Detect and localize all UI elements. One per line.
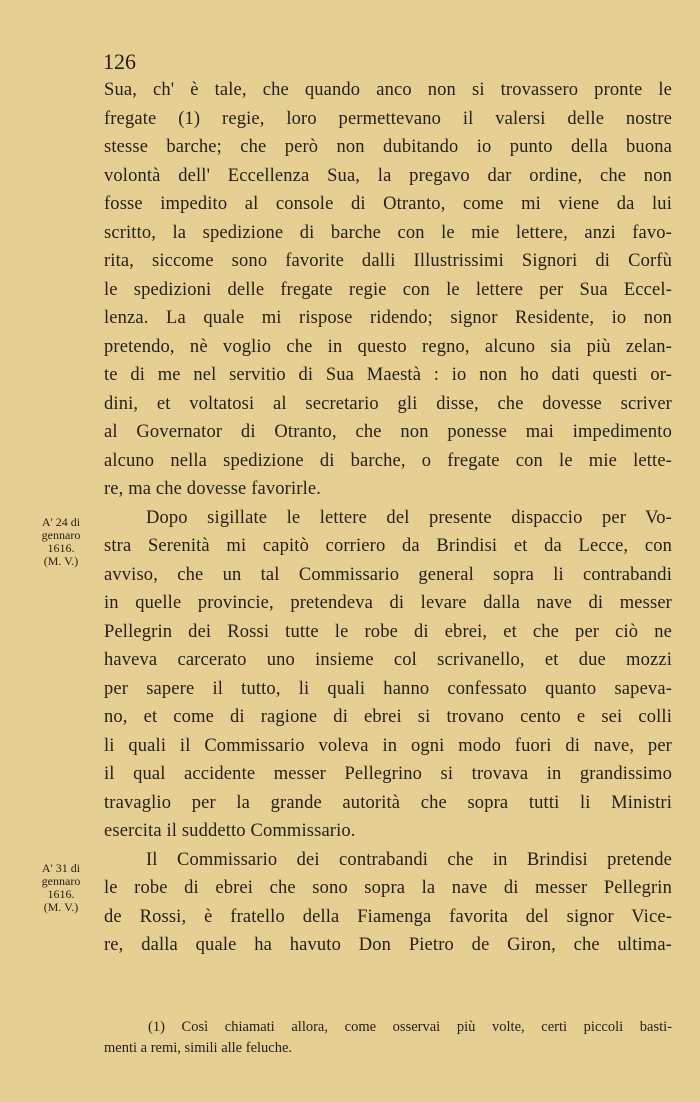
text-line: scritto, la spedizione di barche con le mie lettere, anzi favo- [104, 222, 672, 243]
margin-note-line: (M. V.) [43, 554, 79, 568]
text-line: li quali il Commissario voleva in ogni modo fuori di nave, per [104, 735, 672, 756]
text-line: le spedizioni delle fregate regie con le lettere per Sua Eccel- [104, 279, 672, 300]
text-line: stra Serenità mi capitò corriero da Brindisi et da Lecce, con [104, 536, 672, 556]
text-line: Dopo sigillate le lettere del presente dispaccio per Vo- [146, 507, 672, 528]
text-line: rita, siccome sono favorite dalli Illustrissimi Signori di Corfù [104, 251, 672, 271]
text-line: alcuno nella spedizione di barche, o fregate con le mie lette- [104, 450, 672, 471]
text-line: haveva carcerato uno insieme col scrivanello, et due mozzi [104, 650, 672, 670]
text-line: fosse impedito al console di Otranto, come mi viene da lui [104, 194, 672, 214]
main-text [104, 76, 672, 960]
text-line: in quelle provincie, pretendeva di levare dalla nave di messer [104, 593, 672, 613]
text-line: per sapere il tutto, li quali hanno confessato quanto sapeva- [104, 678, 672, 699]
margin-note-line: 1616. [47, 541, 75, 555]
text-line: le robe di ebrei che sono sopra la nave di messer Pellegrin [104, 878, 672, 898]
text-line: fregate (1) regie, loro permettevano il valersi delle nostre [104, 108, 672, 129]
margin-note-date [30, 862, 92, 914]
text-line: Il Commissario dei contrabandi che in Brindisi pretende [146, 849, 672, 870]
footnote-line: (1) Così chiamati allora, come osservai più volte, certi piccoli basti- [148, 1019, 672, 1035]
text-line: esercita il suddetto Commissario. [104, 821, 356, 841]
text-line: stesse barche; che però non dubitando io punto della buona [104, 137, 672, 157]
footnote-line: menti a remi, simili alle feluche. [104, 1040, 293, 1056]
margin-note-line: gennaro [41, 874, 81, 888]
text-line: dini, et voltatosi al secretario gli disse, che dovesse scriver [104, 393, 672, 414]
margin-note-line: 1616. [47, 887, 75, 901]
footnote [104, 1017, 672, 1059]
margin-note-line: (M. V.) [43, 900, 79, 914]
text-line: re, dalla quale ha havuto Don Pietro de Giron, che ultima- [104, 935, 672, 955]
margin-note-line: gennaro [41, 528, 81, 542]
margin-note-date [30, 516, 92, 568]
text-line: volontà dell' Eccellenza Sua, la pregavo dar ordine, che non [104, 165, 672, 186]
text-line: al Governator di Otranto, che non ponesse mai impedimento [104, 422, 672, 442]
text-line: te di me nel servitio di Sua Maestà : io non ho dati questi or- [104, 365, 672, 385]
text-line: pretendo, nè voglio che in questo regno, alcuno sia più zelan- [104, 336, 672, 357]
page-number: 126 [103, 49, 136, 74]
text-line: lenza. La quale mi rispose ridendo; signor Residente, io non [104, 308, 672, 328]
text-line: avviso, che un tal Commissario general sopra li contrabandi [104, 564, 672, 585]
text-line: no, et come di ragione di ebrei si trovano cento e sei colli [104, 707, 672, 727]
text-line: re, ma che dovesse favorirle. [104, 479, 322, 499]
text-line: il qual accidente messer Pellegrino si trovava in grandissimo [104, 764, 672, 784]
text-line: de Rossi, è fratello della Fiamenga favorita del signor Vice- [104, 906, 672, 927]
margin-note-line: A' 31 di [41, 861, 81, 875]
text-line: travaglio per la grande autorità che sopra tutti li Ministri [104, 792, 672, 813]
text-line: Pellegrin dei Rossi tutte le robe di ebrei, et che per ciò ne [104, 621, 672, 642]
text-line: Sua, ch' è tale, che quando anco non si trovassero pronte le [104, 80, 672, 100]
margin-note-line: A' 24 di [41, 515, 81, 529]
